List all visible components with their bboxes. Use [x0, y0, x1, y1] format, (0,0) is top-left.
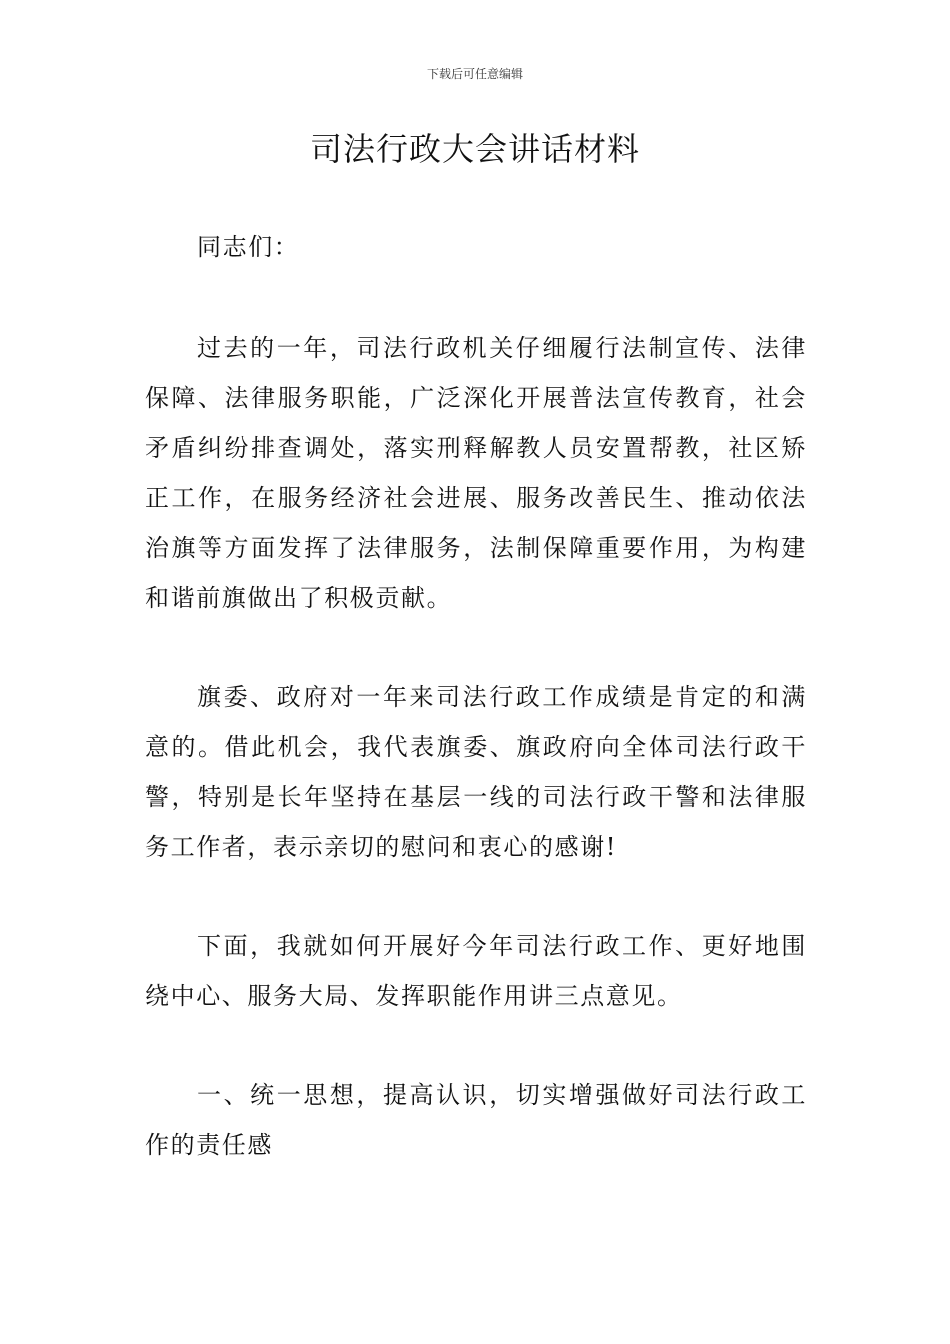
header-note: 下载后可任意编辑: [426, 67, 523, 81]
body-paragraph-intro: 下面，我就如何开展好今年司法行政工作、更好地围绕中心、服务大局、发挥职能作用讲三点意见。: [145, 932, 807, 1010]
section-heading-one: 一、统一思想，提高认识，切实增强做好司法行政工作的责任感: [145, 1081, 807, 1159]
document-title: 司法行政大会讲话材料: [309, 130, 640, 168]
body-paragraph-thanks: 旗委、政府对一年来司法行政工作成绩是肯定的和满意的。借此机会，我代表旗委、旗政府向全体司法行政干警，特别是长年坚持在基层一线的司法行政干警和法律服务工作者，表示亲切的慰问和衷心的感谢!: [145, 683, 807, 861]
salutation-paragraph: 同志们：: [197, 233, 300, 261]
body-paragraph-review: 过去的一年，司法行政机关仔细履行法制宣传、法律保障、法律服务职能，广泛深化开展普法宣传教育，社会矛盾纠纷排查调处，落实刑释解教人员安置帮教，社区矫正工作，在服务经济社会进展、服务改善民生、推动依法治旗等方面发挥了法律服务，法制保障重要作用，为构建和谐前旗做出了积极贡献。: [145, 334, 807, 612]
